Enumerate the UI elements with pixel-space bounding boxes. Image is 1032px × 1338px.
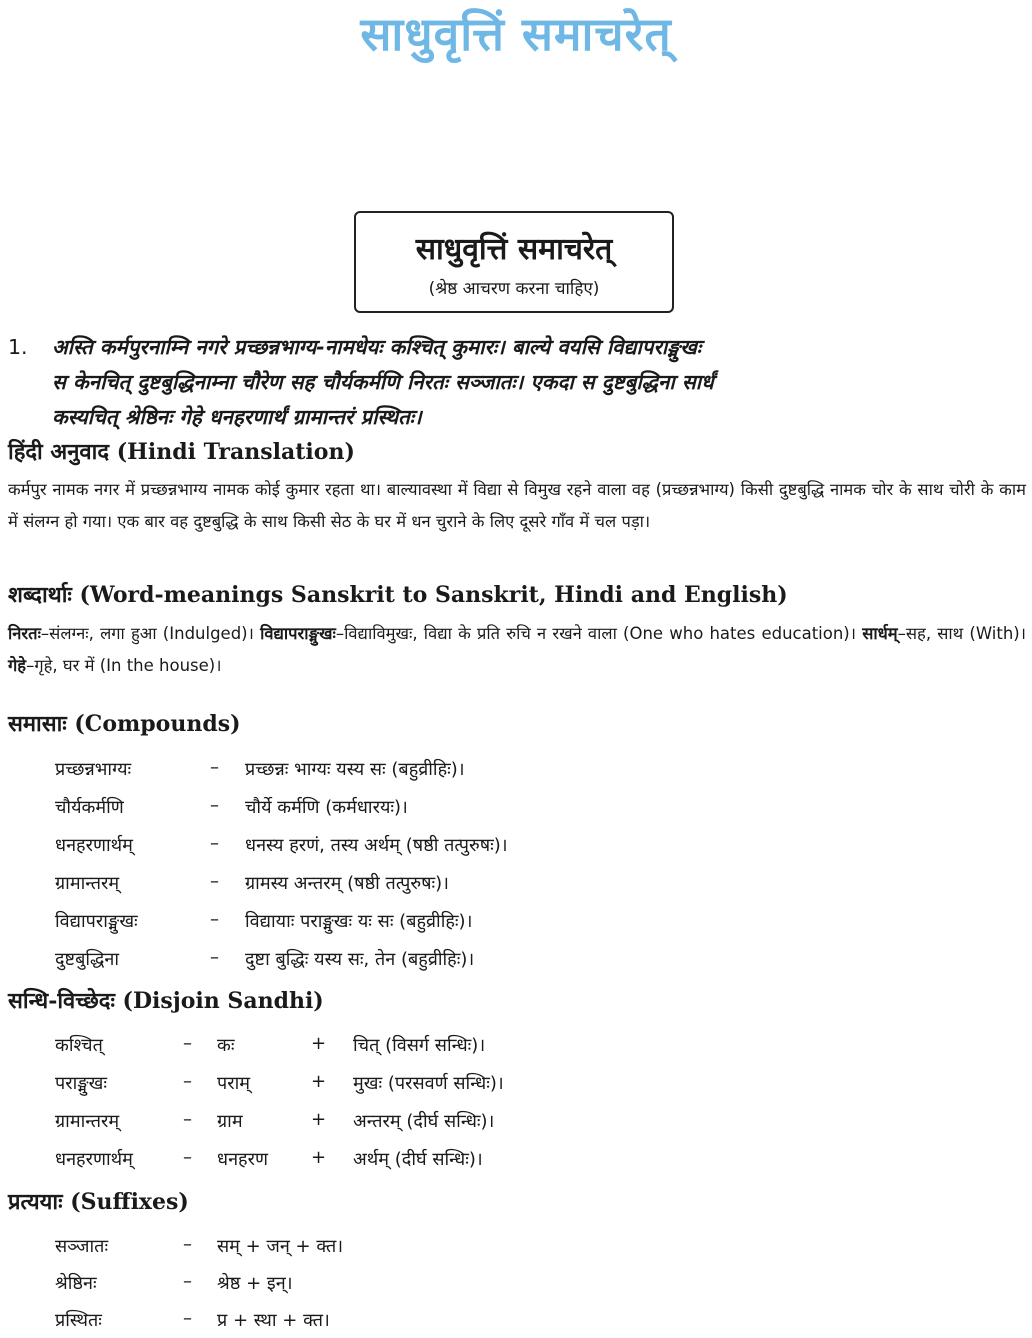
sandhi-word: कश्चित्: [55, 1035, 103, 1056]
suffix-parts: प्र + स्था + क्त।: [217, 1310, 330, 1331]
verse-number: 1.: [8, 335, 28, 359]
compound-dash: –: [210, 871, 219, 892]
compound-expl: दुष्टा बुद्धिः यस्य सः, तेन (बहुव्रीहिः)।: [245, 949, 475, 970]
verse-line: स केनचित् दुष्टबुद्धिनाम्ना चौरेण सह चौर्यकर्मणि निरतः सञ्जातः। एकदा स दुष्टबुद्धिना सार्धं: [52, 370, 714, 394]
sandhi-part-a: ग्राम: [217, 1111, 243, 1132]
verse-line: 1. अस्ति कर्मपुरनाम्नि नगरे प्रच्छन्नभाग्य-नामधेयः कश्चित् कुमारः। बाल्ये वयसि विद्यापराङ्मुखः: [8, 330, 1026, 365]
sandhi-dash: –: [183, 1147, 192, 1168]
word-term: सार्धम्: [862, 624, 898, 643]
compound-expl: विद्यायाः पराङ्मुखः यः सः (बहुव्रीहिः)।: [245, 911, 473, 932]
suffix-word: श्रेष्ठिनः: [55, 1273, 97, 1294]
lesson-title-box: [354, 211, 674, 313]
compound-expl: ग्रामस्य अन्तरम् (षष्ठी तत्पुरुषः)।: [245, 873, 450, 894]
verse-passage: [8, 330, 1026, 435]
word-meanings-heading: शब्दार्थाः (Word-meanings Sanskrit to Sanskrit, Hindi and English): [8, 582, 788, 608]
compound-dash: –: [210, 833, 219, 854]
word-meaning: –गृहे, घर में (In the house)।: [26, 656, 222, 675]
sandhi-part-b: अर्थम् (दीर्घ सन्धिः)।: [353, 1149, 483, 1170]
hindi-translation-heading: हिंदी अनुवाद (Hindi Translation): [8, 439, 355, 465]
word-term: निरतः: [8, 624, 41, 643]
compound-word: प्रच्छन्नभाग्यः: [55, 759, 132, 780]
sandhi-dash: –: [183, 1033, 192, 1054]
suffix-word: प्रस्थितः: [55, 1310, 102, 1331]
suffix-dash: –: [183, 1271, 192, 1292]
compound-word: चौर्यकर्मणि: [55, 797, 124, 818]
compound-dash: –: [210, 909, 219, 930]
suffix-dash: –: [183, 1308, 192, 1329]
word-meaning: –सह, साथ (With)।: [897, 624, 1026, 643]
compound-word: धनहरणार्थम्: [55, 835, 133, 856]
lesson-subtitle: (श्रेष्ठ आचरण करना चाहिए): [428, 279, 600, 299]
sandhi-dash: –: [183, 1109, 192, 1130]
sandhi-part-a: पराम्: [217, 1073, 251, 1094]
sandhi-word: धनहरणार्थम्: [55, 1149, 133, 1170]
hindi-translation-text: कर्मपुर नामक नगर में प्रच्छन्नभाग्य नामक कोई कुमार रहता था। बाल्यावस्था में विद्या से विमुख रहने वाला वह (प्रच्छन्नभाग्य) किसी दुष्टबुद्धि नामक चोर के साथ चोरी के काम में संलग्न हो गया। एक बार वह दुष्टबुद्धि के साथ किसी सेठ के घर में धन चुराने के लिए दूसरे गाँव में चल पड़ा।: [8, 480, 1026, 531]
sandhi-part-a: कः: [217, 1035, 235, 1056]
compound-expl: धनस्य हरणं, तस्य अर्थम् (षष्ठी तत्पुरुषः)।: [245, 835, 508, 856]
compound-word: दुष्टबुद्धिना: [55, 949, 120, 970]
suffix-word: सञ्जातः: [55, 1236, 109, 1257]
sandhi-dash: –: [183, 1071, 192, 1092]
sandhi-word: पराङ्मुखः: [55, 1073, 108, 1094]
suffix-parts: सम् + जन् + क्त।: [217, 1236, 344, 1257]
sandhi-plus: +: [311, 1147, 327, 1168]
suffix-dash: –: [183, 1234, 192, 1255]
verse-line: कस्यचित् श्रेष्ठिनः गेहे धनहरणार्थं ग्रामान्तरं प्रस्थितः।: [52, 405, 422, 429]
compounds-heading: समासाः (Compounds): [8, 711, 241, 737]
compound-dash: –: [210, 757, 219, 778]
compound-dash: –: [210, 795, 219, 816]
word-term: विद्यापराङ्मुखः: [260, 624, 336, 643]
suffixes-heading: प्रत्ययाः (Suffixes): [8, 1189, 189, 1215]
sandhi-part-b: चित् (विसर्ग सन्धिः)।: [353, 1035, 486, 1056]
word-meanings-text: [8, 618, 1026, 682]
page-title: साधुवृत्तिं समाचरेत्: [360, 7, 672, 61]
sandhi-plus: +: [311, 1071, 327, 1092]
sandhi-plus: +: [311, 1033, 327, 1054]
sandhi-plus: +: [311, 1109, 327, 1130]
word-term: गेहे: [8, 656, 27, 675]
sandhi-heading: सन्धि-विच्छेदः (Disjoin Sandhi): [8, 988, 324, 1014]
sandhi-part-b: अन्तरम् (दीर्घ सन्धिः)।: [353, 1111, 495, 1132]
compound-dash: –: [210, 947, 219, 968]
compound-expl: प्रच्छन्नः भाग्यः यस्य सः (बहुव्रीहिः)।: [245, 759, 465, 780]
compound-word: विद्यापराङ्मुखः: [55, 911, 138, 932]
sandhi-part-a: धनहरण: [217, 1149, 268, 1170]
word-meaning: –विद्याविमुखः, विद्या के प्रति रुचि न रखने वाला (One who hates education)।: [335, 624, 857, 643]
compound-word: ग्रामान्तरम्: [55, 873, 120, 894]
sandhi-part-b: मुखः (परसवर्ण सन्धिः)।: [353, 1073, 504, 1094]
suffix-parts: श्रेष्ठ + इन्।: [217, 1273, 293, 1294]
sandhi-word: ग्रामान्तरम्: [55, 1111, 120, 1132]
word-meaning: –संलग्नः, लगा हुआ (Indulged)।: [40, 624, 254, 643]
lesson-title: साधुवृत्तिं समाचरेत्: [415, 232, 613, 267]
compound-expl: चौर्ये कर्मणि (कर्मधारयः)।: [245, 797, 408, 818]
